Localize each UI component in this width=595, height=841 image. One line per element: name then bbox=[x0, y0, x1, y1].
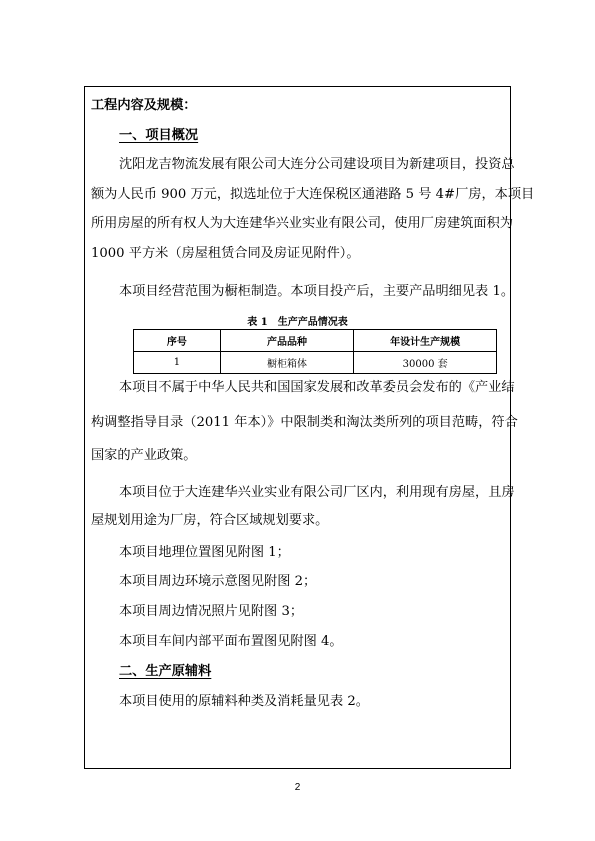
figure-reference: 本项目周边情况照片见附图 3； bbox=[119, 604, 304, 619]
page-number: 2 bbox=[294, 782, 301, 793]
paragraph-line: 本项目使用的原辅料种类及消耗量见表 2。 bbox=[119, 694, 369, 709]
paragraph-line: 本项目不属于中华人民共和国国家发展和改革委员会发布的《产业结 bbox=[119, 380, 515, 395]
paragraph-line: 1000 平方米（房屋租赁合同及房证见附件）。 bbox=[91, 246, 360, 261]
col-header: 产品品种 bbox=[220, 330, 354, 352]
table-caption: 表 1 生产产品情况表 bbox=[247, 317, 348, 328]
figure-reference: 本项目地理位置图见附图 1； bbox=[119, 545, 290, 560]
figure-reference: 本项目车间内部平面布置图见附图 4。 bbox=[119, 634, 343, 649]
product-table bbox=[133, 329, 497, 374]
paragraph-line: 屋规划用途为厂房，符合区域规划要求。 bbox=[91, 513, 329, 528]
table-cell: 30000 套 bbox=[354, 352, 497, 374]
paragraph-line: 所用房屋的所有权人为大连建华兴业实业有限公司，使用厂房建筑面积为 bbox=[91, 216, 513, 231]
part1-heading: 一、项目概况 bbox=[119, 128, 199, 143]
paragraph-line: 本项目位于大连建华兴业实业有限公司厂区内，利用现有房屋，且房 bbox=[119, 485, 515, 500]
table-header-row bbox=[134, 330, 497, 352]
paragraph-line: 额为人民币 900 万元，拟选址位于大连保税区通港路 5 号 4#厂房，本项目 bbox=[91, 187, 535, 202]
table-cell: 1 bbox=[134, 352, 221, 374]
paragraph-line: 沈阳龙吉物流发展有限公司大连分公司建设项目为新建项目，投资总 bbox=[119, 157, 515, 172]
col-header: 年设计生产规模 bbox=[354, 330, 497, 352]
table-cell: 橱柜箱体 bbox=[220, 352, 354, 374]
paragraph-line: 本项目经营范围为橱柜制造。本项目投产后，主要产品明细见表 1。 bbox=[119, 284, 515, 299]
col-header: 序号 bbox=[134, 330, 221, 352]
paragraph-line: 构调整指导目录（2011 年本）》中限制类和淘汰类所列的项目范畴，符合 bbox=[91, 415, 518, 430]
part2-heading: 二、生产原辅料 bbox=[119, 664, 212, 679]
table-row bbox=[134, 352, 497, 374]
figure-reference: 本项目周边环境示意图见附图 2； bbox=[119, 574, 317, 589]
section-heading: 工程内容及规模： bbox=[91, 98, 197, 113]
paragraph-line: 国家的产业政策。 bbox=[91, 448, 197, 463]
